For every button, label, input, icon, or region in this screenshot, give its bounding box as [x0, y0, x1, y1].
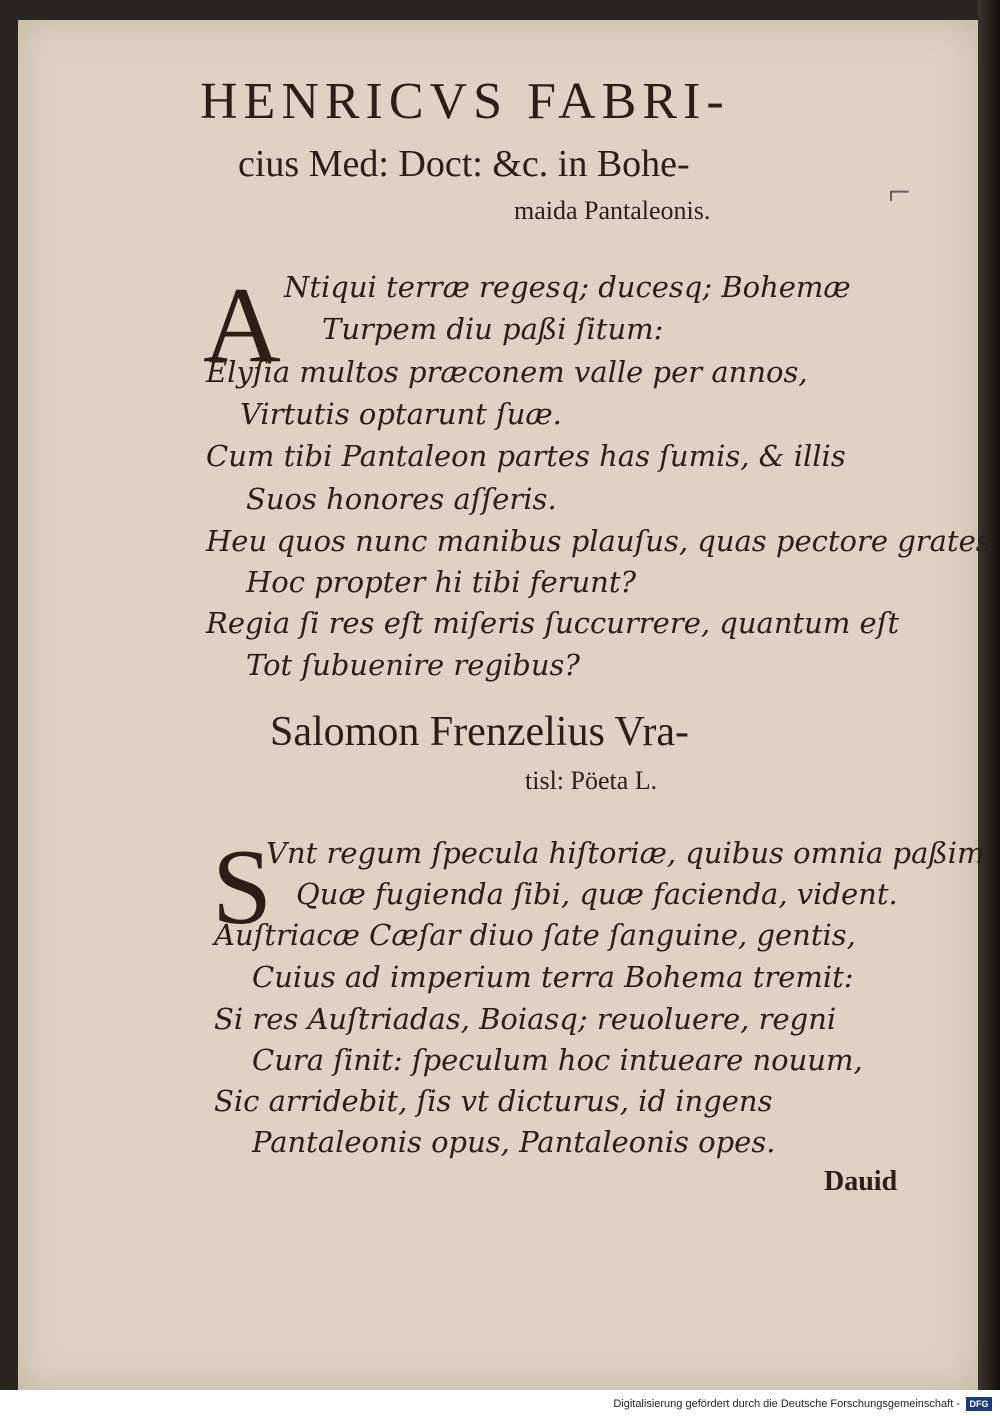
poem1-line: Hoc propter hi tibi ferunt?: [246, 565, 637, 599]
poem1-line: Elyſia multos præconem valle per annos,: [206, 355, 808, 389]
heading2-line-2: tisl: Pöeta L.: [525, 766, 658, 795]
heading-line-2: cius Med: Doct: &c. in Bohe-: [238, 143, 690, 185]
poem2-line: Si res Auſtriadas, Boiasq; reuoluere, regni: [214, 1002, 837, 1036]
heading2-line-1: Salomon Frenzelius Vra-: [270, 709, 689, 755]
poem2-line: Sic arridebit, ſis vt dicturus, id ingens: [214, 1084, 773, 1118]
poem1-dropcap: A: [203, 266, 281, 385]
poem2-dropcap: S: [212, 828, 273, 947]
poem1-line: Suos honores aſſeris.: [246, 482, 557, 516]
heading-line-3: maida Pantaleonis.: [514, 196, 711, 225]
poem2-line: Vnt regum ſpecula hiſtoriæ, quibus omnia paßim: [266, 836, 985, 870]
poem2-line: Auſtriacæ Cæſar diuo ſate ſanguine, gentis,: [214, 918, 856, 952]
dfg-logo-icon: DFG: [966, 1397, 992, 1411]
poem2-line: Cura ſinit: ſpeculum hoc intueare nouum,: [252, 1043, 863, 1077]
poem1-line: Tot ſubuenire regibus?: [246, 648, 580, 682]
poem2-line: Quæ fugienda ſibi, quæ facienda, vident.: [296, 877, 898, 911]
margin-mark: ⌐: [888, 169, 911, 214]
poem1-line: Ntiqui terræ regesq; ducesq; Bohemæ: [284, 270, 851, 304]
poem1-line: Virtutis optarunt ſuæ.: [240, 397, 562, 431]
catchword: Dauid: [824, 1166, 898, 1197]
poem1-line: Cum tibi Pantaleon partes has ſumis, & illis: [206, 439, 846, 473]
footer-credit: Digitalisierung gefördert durch die Deutsche Forschungsgemeinschaft -: [613, 1398, 960, 1410]
poem2-line: Cuius ad imperium terra Bohema tremit:: [252, 960, 854, 994]
poem1-line: Regia ſi res eſt miſeris ſuccurrere, quantum eſt: [206, 606, 900, 640]
book-spine: [978, 0, 1000, 1416]
poem1-line: Heu quos nunc manibus plauſus, quas pectore grates: [206, 524, 991, 558]
poem1-line: Turpem diu paßi ſitum:: [322, 312, 664, 346]
heading-line-1: HENRICVS FABRI-: [200, 73, 730, 130]
poem2-line: Pantaleonis opus, Pantaleonis opes.: [252, 1125, 776, 1159]
